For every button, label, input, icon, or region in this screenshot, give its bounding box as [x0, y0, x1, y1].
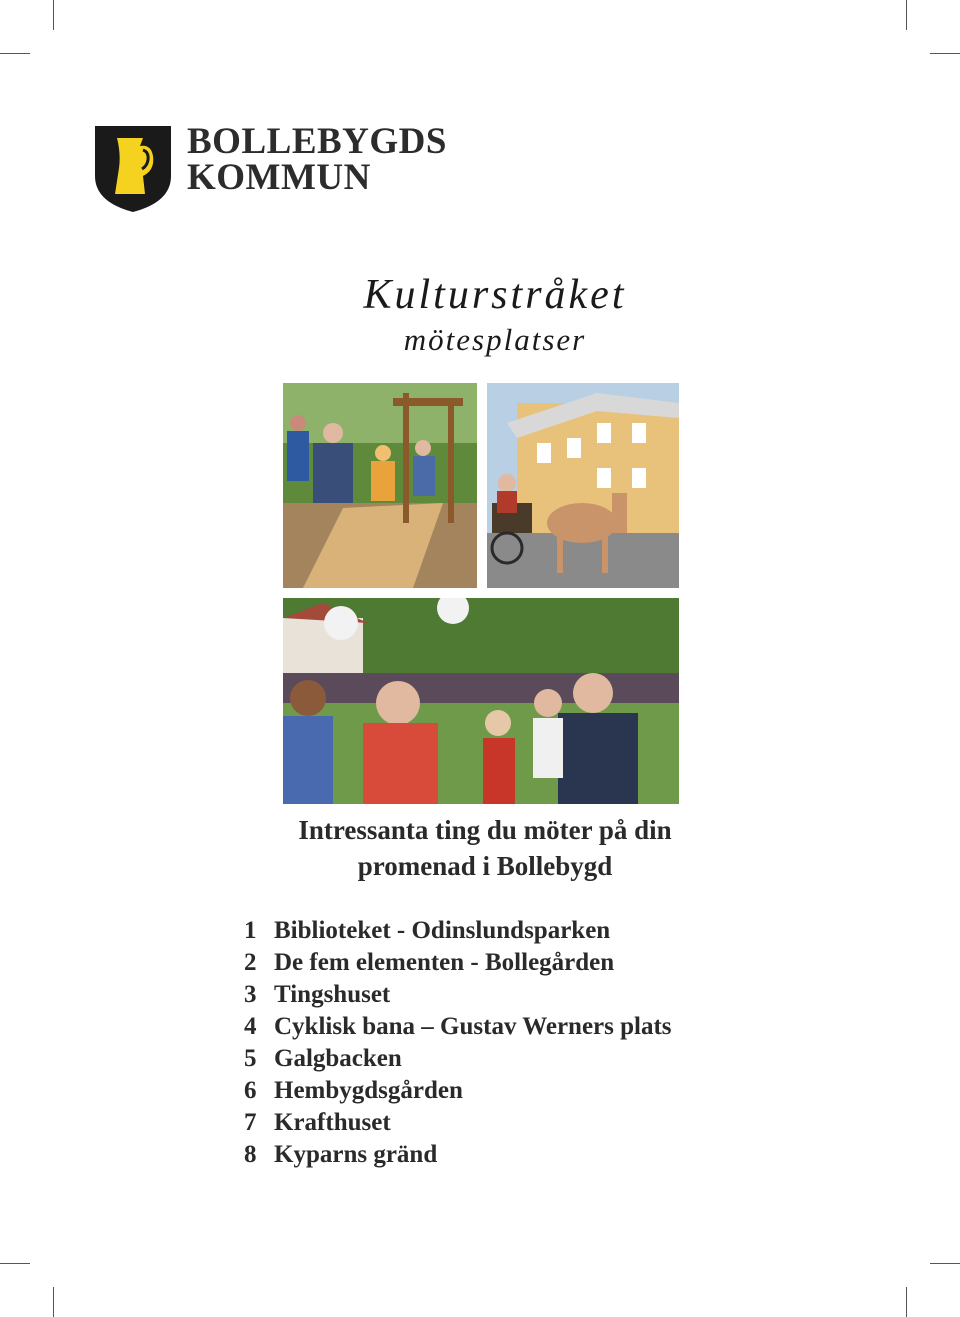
intro-heading — [200, 812, 770, 884]
crop-mark — [906, 1287, 907, 1317]
crop-mark — [930, 1263, 960, 1264]
places-list — [244, 915, 672, 1171]
crop-mark — [906, 0, 907, 30]
list-item-number: 1 — [244, 917, 257, 944]
list-item — [244, 1139, 672, 1171]
title-sub: mötesplatser — [403, 322, 587, 357]
photo-crowd-gathering — [283, 598, 679, 804]
list-item-number: 6 — [244, 1077, 257, 1104]
municipality-logo — [93, 121, 447, 216]
list-item-number: 8 — [244, 1141, 257, 1168]
logo-name-line2: KOMMUN — [187, 157, 371, 198]
list-item — [244, 1011, 672, 1043]
list-item-number: 2 — [244, 949, 257, 976]
list-item-name: Krafthuset — [274, 1109, 391, 1136]
coat-of-arms-icon — [93, 124, 173, 214]
list-item-name: Kyparns gränd — [274, 1141, 438, 1168]
photo-horse-carriage — [487, 383, 679, 588]
list-item — [244, 947, 672, 979]
list-item-name: Biblioteket - Odinslundsparken — [274, 917, 611, 944]
photo-playground — [283, 383, 477, 588]
list-item-name: Cyklisk bana – Gustav Werners plats — [274, 1013, 672, 1040]
list-item — [244, 1107, 672, 1139]
crop-mark — [53, 0, 54, 30]
crop-mark — [0, 53, 30, 54]
list-item-name: Hembygdsgården — [274, 1077, 463, 1104]
list-item-number: 7 — [244, 1109, 257, 1136]
list-item-number: 5 — [244, 1045, 257, 1072]
list-item-name: Tingshuset — [274, 981, 391, 1008]
title-main: Kulturstråket — [363, 272, 627, 318]
list-item — [244, 979, 672, 1011]
list-item — [244, 1043, 672, 1075]
list-item-number: 4 — [244, 1013, 257, 1040]
list-item — [244, 1075, 672, 1107]
crop-mark — [930, 53, 960, 54]
list-item — [244, 915, 672, 947]
photo-collage — [283, 383, 679, 804]
list-item-number: 3 — [244, 981, 257, 1008]
list-item-name: Galgbacken — [274, 1045, 402, 1072]
crop-mark — [53, 1287, 54, 1317]
intro-line2: promenad i Bollebygd — [357, 851, 613, 881]
logo-name-line1: BOLLEBYGDS — [187, 121, 447, 162]
document-title — [0, 270, 960, 360]
intro-line1: Intressanta ting du möter på din — [298, 815, 672, 845]
list-item-name: De fem elementen - Bollegården — [274, 949, 615, 976]
crop-mark — [0, 1263, 30, 1264]
